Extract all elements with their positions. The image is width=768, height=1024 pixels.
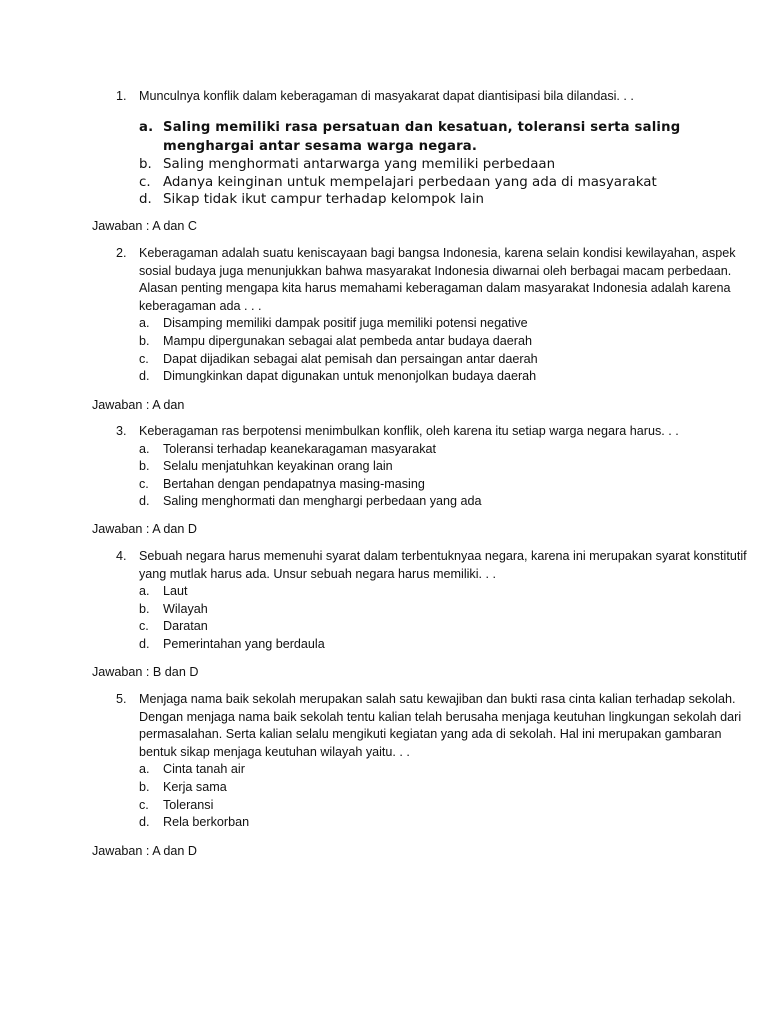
- option-letter: c.: [139, 619, 149, 634]
- question-text: Munculnya konflik dalam keberagaman di masyakarat dapat diantisipasi bila dilandasi. . .: [139, 89, 634, 103]
- option-text: Saling memiliki rasa persatuan dan kesatuan, toleransi serta saling menghargai antar sesama warga negara.: [163, 120, 681, 154]
- option-d: [116, 493, 761, 511]
- option-letter: c.: [139, 476, 149, 491]
- option-text: Adanya keinginan untuk mempelajari perbedaan yang ada di masyarakat: [163, 174, 657, 190]
- option-text: Wilayah: [163, 601, 208, 616]
- option-a: [139, 118, 739, 156]
- option-text: Daratan: [163, 619, 208, 634]
- option-c: [139, 174, 739, 192]
- option-letter: a.: [139, 584, 150, 599]
- question-3: [116, 423, 761, 511]
- option-a: [116, 761, 761, 779]
- option-text: Rela berkorban: [163, 815, 250, 830]
- option-b: [116, 779, 761, 797]
- option-d: [116, 814, 761, 832]
- option-letter: d.: [139, 636, 150, 651]
- question-2: [116, 245, 761, 386]
- answer-4: Jawaban : B dan D: [92, 665, 199, 679]
- option-text: Dapat dijadikan sebagai alat pemisah dan persaingan antar daerah: [163, 351, 538, 366]
- option-a: [116, 441, 761, 459]
- option-text: Laut: [163, 584, 188, 599]
- option-b: [116, 333, 761, 351]
- option-list: [116, 583, 761, 653]
- answer-2: Jawaban : A dan: [92, 398, 185, 412]
- option-text: Dimungkinkan dapat digunakan untuk menonjolkan budaya daerah: [163, 369, 537, 384]
- option-letter: a.: [139, 120, 154, 135]
- option-text: Disamping memiliki dampak positif juga memiliki potensi negative: [163, 316, 528, 331]
- option-c: [116, 618, 761, 636]
- option-letter: d.: [139, 494, 150, 509]
- option-text: Sikap tidak ikut campur terhadap kelompok lain: [163, 192, 485, 207]
- option-text: Toleransi terhadap keanekaragaman masyarakat: [163, 441, 437, 456]
- answer-1: Jawaban : A dan C: [92, 219, 198, 233]
- option-a: [116, 583, 761, 601]
- question-text: Sebuah negara harus memenuhi syarat dalam terbentuknyaa negara, karena ini merupakan syarat konstitutif yang mutlak harus ada. Unsur sebuah negara harus memiliki. . .: [139, 549, 747, 581]
- option-b: [116, 601, 761, 619]
- option-letter: d.: [139, 815, 150, 830]
- option-c: [116, 351, 761, 369]
- option-text: Saling menghormati antarwarga yang memiliki perbedaan: [163, 157, 556, 172]
- option-list: [116, 761, 761, 831]
- option-d: [116, 368, 761, 386]
- option-letter: b.: [139, 779, 150, 794]
- option-letter: d.: [139, 192, 152, 207]
- answer-5: Jawaban : A dan D: [92, 844, 198, 858]
- question-number: 2.: [116, 246, 127, 260]
- option-letter: c.: [139, 351, 149, 366]
- option-text: Mampu dipergunakan sebagai alat pembeda antar budaya daerah: [163, 333, 532, 348]
- option-text: Kerja sama: [163, 779, 227, 794]
- option-c: [116, 476, 761, 494]
- option-a: [116, 315, 761, 333]
- option-letter: a.: [139, 441, 150, 456]
- option-text: Toleransi: [163, 797, 214, 812]
- option-b: [139, 156, 739, 174]
- question-4: [116, 548, 761, 654]
- option-list: [116, 315, 761, 385]
- question-1-options: [139, 118, 739, 209]
- option-letter: d.: [139, 369, 150, 384]
- question-text: Keberagaman adalah suatu keniscayaan bagi bangsa Indonesia, karena selain kondisi kewilayahan, aspek sosial budaya juga menunjukkan bahwa masyarakat Indonesia diwarnai oleh berbagai macam perbedaan. Alasan penting mengapa kita harus memahami keberagaman dalam masyarakat Indonesia adalah karena keberagaman ada . . .: [139, 246, 736, 313]
- question-number: 4.: [116, 549, 127, 563]
- question-number: 3.: [116, 424, 127, 438]
- question-number: 5.: [116, 692, 127, 706]
- option-text: Bertahan dengan pendapatnya masing-masing: [163, 476, 425, 491]
- option-letter: a.: [139, 316, 150, 331]
- question-text: Keberagaman ras berpotensi menimbulkan konflik, oleh karena itu setiap warga negara harus. . .: [139, 424, 679, 438]
- option-letter: c.: [139, 174, 151, 190]
- option-letter: b.: [139, 157, 152, 172]
- option-b: [116, 458, 761, 476]
- answer-3: Jawaban : A dan D: [92, 522, 198, 536]
- option-letter: c.: [139, 797, 149, 812]
- question-5: [116, 691, 761, 832]
- option-text: Selalu menjatuhkan keyakinan orang lain: [163, 459, 393, 474]
- question-1: [116, 88, 761, 106]
- question-text: Menjaga nama baik sekolah merupakan salah satu kewajiban dan bukti rasa cinta kalian terhadap sekolah. Dengan menjaga nama baik sekolah tentu kalian telah berusaha menjaga keutuhan lingkungan sekolah dari permasalahan. Serta kalian selalu mengikuti kegiatan yang ada di sekolah. Hal ini merupakan gambaran bentuk sikap menjaga keutuhan wilayah yaitu. . .: [139, 692, 742, 759]
- option-letter: a.: [139, 762, 150, 777]
- option-text: Pemerintahan yang berdaula: [163, 636, 325, 651]
- question-number: 1.: [116, 89, 127, 103]
- option-list: [116, 441, 761, 511]
- option-text: Saling menghormati dan menghargi perbedaan yang ada: [163, 494, 482, 509]
- option-text: Cinta tanah air: [163, 762, 245, 777]
- option-letter: b.: [139, 459, 150, 474]
- option-c: [116, 797, 761, 815]
- option-d: [139, 191, 739, 209]
- option-d: [116, 636, 761, 654]
- option-letter: b.: [139, 601, 150, 616]
- option-letter: b.: [139, 333, 150, 348]
